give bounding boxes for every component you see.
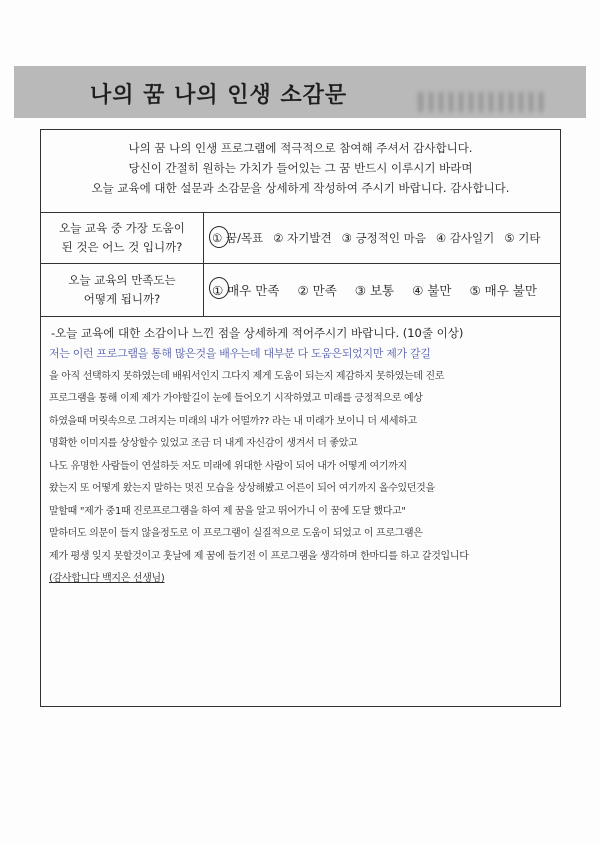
option-self-discovery[interactable] bbox=[273, 230, 331, 246]
option-gratitude-diary[interactable] bbox=[436, 230, 494, 246]
option-label: ⑤ 기타 bbox=[504, 231, 541, 245]
intro-line-1: 나의 꿈 나의 인생 프로그램에 적극적으로 참여해 주셔서 감사합니다. bbox=[128, 141, 473, 155]
option-dream-goal[interactable] bbox=[212, 230, 263, 246]
question-satisfaction bbox=[41, 264, 204, 316]
options-satisfaction bbox=[204, 264, 560, 316]
essay-line: 저는 이런 프로그램을 통해 많은것을 배우는데 대부분 다 도움은되었지만 제가 갈길 bbox=[49, 347, 431, 360]
option-label: ① 꿈/목표 bbox=[212, 231, 264, 245]
option-label: ④ 감사일기 bbox=[435, 231, 495, 245]
question-line: 오늘 교육의 만족도는 bbox=[68, 273, 176, 287]
selected-circle-mark bbox=[209, 226, 229, 248]
option-label: ③ 보통 bbox=[354, 283, 395, 298]
question-line: 오늘 교육 중 가장 도움이 bbox=[59, 221, 185, 235]
essay-line: 프로그램을 통해 이제 제가 가야할길이 눈에 들어오기 시작하였고 미래를 긍정적으로 예상 bbox=[49, 393, 423, 404]
options-most-helpful bbox=[204, 213, 560, 263]
question-most-helpful bbox=[41, 213, 204, 263]
essay-line: 말하더도 의문이 들지 않을정도로 이 프로그램이 실질적으로 도움이 되었고 이 프로그램은 bbox=[49, 528, 423, 539]
essay-line: 나도 유명한 사람들이 연설하듯 저도 미래에 위대한 사람이 되어 내가 어떻게 여기까지 bbox=[49, 460, 407, 472]
intro-line-3: 오늘 교육에 대한 설문과 소감문을 상세하게 작성하여 주시기 바랍니다. 감사합니다. bbox=[91, 181, 510, 195]
essay-line: 하였을때 머릿속으로 그려지는 미래의 내가 어떨까?? 라는 내 미래가 보이니 더 세세하고 bbox=[49, 415, 417, 427]
option-dissatisfied[interactable] bbox=[412, 281, 451, 299]
option-positive-mind[interactable] bbox=[342, 230, 426, 246]
option-label: ① 매우 만족 bbox=[212, 283, 280, 298]
question-line: 어떻게 됩니까? bbox=[83, 292, 161, 306]
essay-signature-line: (감사합니다 백지은 선생님) bbox=[49, 573, 165, 584]
survey-form bbox=[40, 129, 561, 707]
option-very-satisfied[interactable] bbox=[212, 281, 279, 299]
handwritten-essay[interactable] bbox=[49, 343, 554, 591]
option-label: ③ 긍정적인 마음 bbox=[341, 231, 426, 245]
option-label: ② 만족 bbox=[297, 283, 337, 298]
option-label: ④ 불만 bbox=[412, 283, 452, 298]
page-title: 나의 꿈 나의 인생 소감문 bbox=[90, 83, 348, 108]
essay-line: 말할때 "제가 중1때 진로프로그램을 하여 제 꿈을 알고 뛰어가니 이 꿈에 도달 했다고" bbox=[49, 505, 406, 517]
question-line: 된 것은 어느 것 입니까? bbox=[61, 240, 183, 254]
essay-line: 왔는지 또 어떻게 왔는지 말하는 멋진 모습을 상상해봤고 어른이 되어 여기까지 올수있던것을 bbox=[49, 483, 435, 494]
intro-box bbox=[41, 130, 560, 213]
question-row-satisfaction bbox=[41, 264, 560, 317]
option-very-dissatisfied[interactable] bbox=[469, 281, 536, 299]
essay-prompt: -오늘 교육에 대한 소감이나 느낀 점을 상세하게 적어주시기 바랍니다. (10줄 이상) bbox=[51, 326, 464, 340]
question-row-most-helpful bbox=[41, 213, 560, 264]
option-label: ② 자기발견 bbox=[273, 231, 332, 245]
essay-line: 명확한 이미지를 상상할수 있었고 조금 더 내게 자신감이 생겨서 더 좋았고 bbox=[49, 438, 358, 449]
option-other[interactable] bbox=[504, 230, 540, 246]
intro-line-2: 당신이 간절히 원하는 가치가 들어있는 그 꿈 반드시 이루시기 바라며 bbox=[128, 161, 473, 175]
option-label: ⑤ 매우 불만 bbox=[469, 283, 537, 298]
redacted-name bbox=[418, 92, 546, 112]
essay-line: 을 아직 선택하지 못하였는데 배워서인지 그다지 제게 도움이 되는지 제감하지 못하였는데 진로 bbox=[49, 370, 445, 382]
option-neutral[interactable] bbox=[355, 281, 394, 299]
selected-circle-mark bbox=[209, 277, 229, 299]
essay-line: 제가 평생 잊지 못할것이고 훗날에 제 꿈에 들기전 이 프로그램을 생각하며 한마디를 하고 갈것입니다 bbox=[49, 550, 469, 562]
option-satisfied[interactable] bbox=[297, 281, 336, 299]
